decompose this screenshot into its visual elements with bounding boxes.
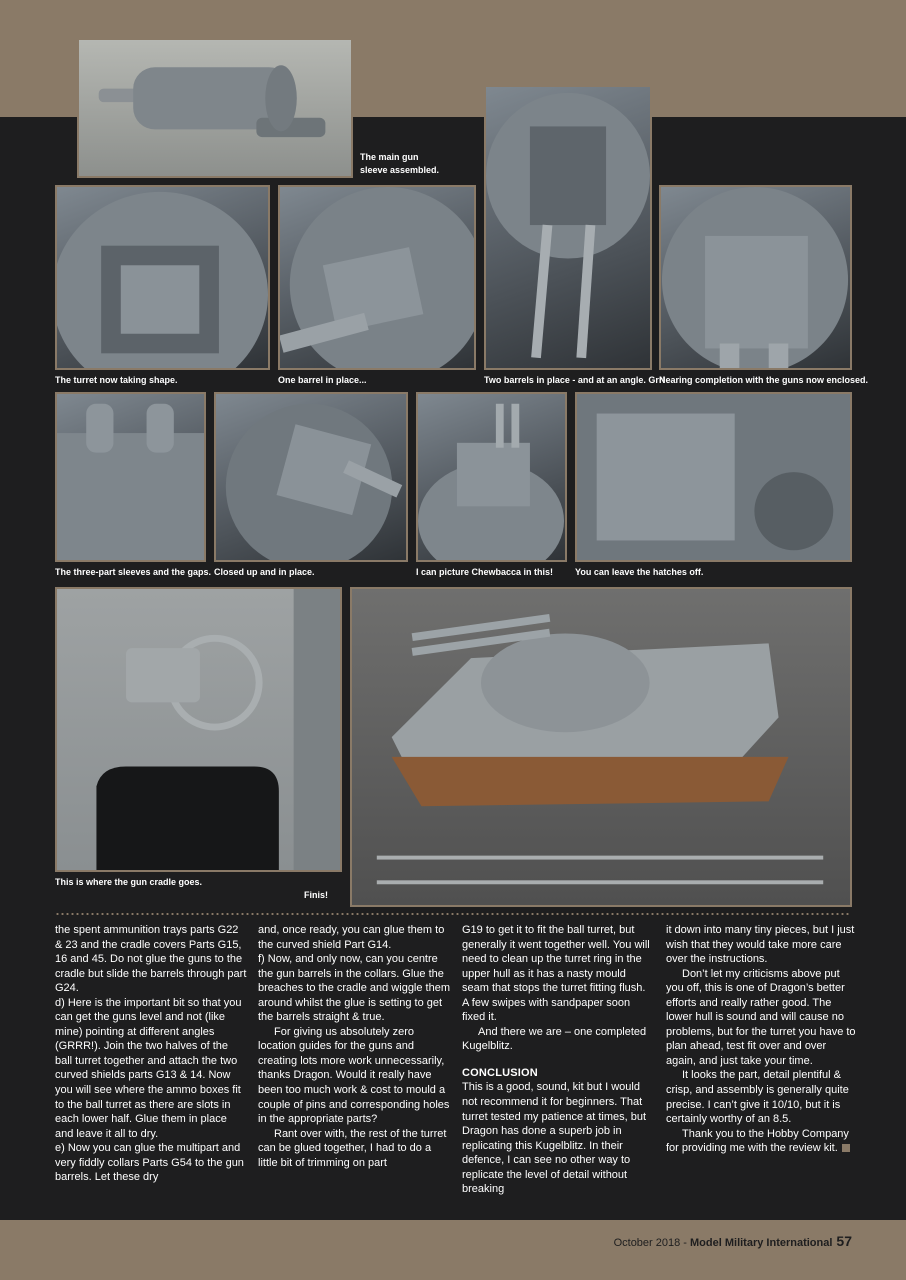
- article-column-1: [55, 923, 247, 1185]
- caption-finis: Finis!: [304, 890, 328, 900]
- paragraph: and, once ready, you can glue them to the curved shield Part G14.: [258, 924, 445, 951]
- paragraph: And there we are – one completed Kugelblitz.: [462, 1025, 647, 1053]
- folio-separator: -: [680, 1237, 691, 1249]
- caption-turret-shape: The turret now taking shape.: [55, 375, 178, 385]
- page-folio: [614, 1233, 852, 1249]
- article-column-4: [666, 923, 858, 1156]
- caption-hatches-off: You can leave the hatches off.: [575, 567, 704, 577]
- article-column-3: [462, 923, 654, 1197]
- caption-gun-sleeve: The main gun sleeve assembled.: [360, 152, 440, 175]
- photo-closed-up: [214, 392, 408, 562]
- caption-three-part-sleeves: The three-part sleeves and the gaps.: [55, 567, 212, 577]
- photo-nearing-completion: [659, 185, 852, 370]
- end-mark-icon: [842, 1144, 850, 1152]
- photo-turret-shape: [55, 185, 270, 370]
- article-column-2: [258, 923, 450, 1170]
- paragraph: e) Now you can glue the multipart and very fiddly collars Parts G54 to the gun barrels. Let these dry: [55, 1142, 244, 1184]
- photo-finis: [350, 587, 852, 907]
- photo-hatches-off: [575, 392, 852, 562]
- closing-text: Thank you to the Hobby Company for providing me with the review kit.: [666, 1127, 849, 1155]
- paragraph: f) Now, and only now, can you centre the gun barrels in the collars. Glue the breaches to the cradle and wiggle them around whilst the glue is setting to get the barrels straight & true.: [258, 953, 451, 1024]
- photo-two-barrels: [484, 85, 652, 370]
- caption-gun-cradle: This is where the gun cradle goes.: [55, 877, 203, 887]
- caption-closed-up: Closed up and in place.: [214, 567, 315, 577]
- paragraph: d) Here is the important bit so that you can get the guns level and not (like mine) pointing at different angles (GRRR!). Join the two halves of the ball turret together and attach the two curved shields parts G13 & 14. Now you will see where the ammo boxes fit to the ball turret as there are slots in each lower half. Glue them in place and leave it all to dry.: [55, 996, 242, 1140]
- photo-gun-cradle: [55, 587, 342, 872]
- paragraph: This is a good, sound, kit but I would not recommend it for beginners. That turret tested my patience at times, but Dragon has done a superb job in replicating this Kugelblitz. In their defence, I can see no other way to replicate the level of detail without breaking: [462, 1081, 647, 1196]
- issue-date: October 2018: [613, 1237, 681, 1249]
- section-heading: CONCLUSION: [462, 1066, 538, 1079]
- photo-chewbacca: [416, 392, 567, 562]
- photo-three-part-sleeves: [55, 392, 206, 562]
- magazine-name: Model Military International: [690, 1237, 833, 1249]
- paragraph: Don’t let my criticisms above put you off, this is one of Dragon’s better efforts and really rather good. The lower hull is sound and will cause no problems, but for the turret you have to plan ahead, test fit over and over again, and just take your time.: [666, 967, 856, 1067]
- paragraph: Rant over with, the rest of the turret can be glued together, I had to do a little bit of trimming on part: [258, 1127, 447, 1169]
- paragraph: it down into many tiny pieces, but I just wish that they would take more care over the instructions.: [666, 924, 855, 966]
- bottom-band: [0, 1220, 906, 1280]
- caption-chewbacca: I can picture Chewbacca in this!: [416, 567, 554, 577]
- caption-two-barrels: Two barrels in place - and at an angle. Grr!: [484, 375, 666, 385]
- paragraph: G19 to get it to fit the ball turret, but generally it went together well. You will need to clean up the turret ring in the upper hull as it has a nasty mould seam that stops the turret fitting flush. A few swipes with sandpaper soon fixed it.: [462, 924, 650, 1024]
- page-number: 57: [836, 1233, 852, 1249]
- photo-gun-sleeve: [77, 38, 353, 178]
- paragraph: It looks the part, detail plentiful & crisp, and assembly is generally quite precise. I can’t give it 10/10, but it is certainly worthy of an 8.5.: [666, 1069, 849, 1126]
- dotted-divider: [55, 913, 851, 915]
- caption-one-barrel: One barrel in place...: [278, 375, 367, 385]
- paragraph: [666, 1127, 858, 1156]
- photo-one-barrel: [278, 185, 476, 370]
- paragraph: For giving us absolutely zero location guides for the guns and creating lots more work unnecessarily, thanks Dragon. Would it really have been too much work & cost to mould a couple of pins and corresponding holes in the appropriate parts?: [258, 1025, 450, 1126]
- paragraph: the spent ammunition trays parts G22 & 23 and the cradle covers Parts G15, 16 and 45. Do not glue the guns to the cradle but slide the barrels through part G24.: [55, 924, 247, 995]
- caption-nearing-completion: Nearing completion with the guns now enclosed.: [659, 375, 869, 385]
